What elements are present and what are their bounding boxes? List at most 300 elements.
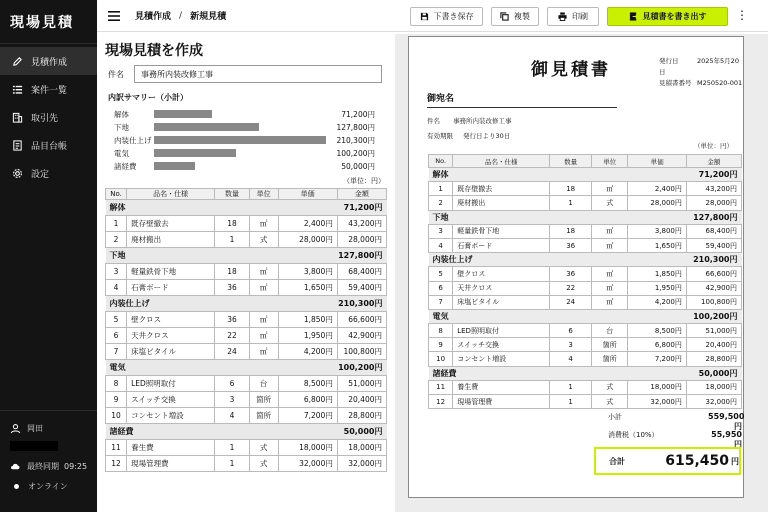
save-draft-button[interactable] — [410, 7, 483, 26]
item-name: 壁クロス — [127, 312, 215, 328]
summary-row — [105, 159, 387, 172]
column-header: 単価 — [278, 189, 337, 200]
item-price: 1,850円 — [278, 312, 337, 328]
summary-bar — [154, 162, 195, 170]
item-amount: 18,000円 — [337, 440, 386, 456]
table-row[interactable] — [106, 328, 387, 344]
item-price: 3,800円 — [628, 224, 686, 238]
column-header: 品名・仕様 — [127, 189, 215, 200]
item-amount: 20,400円 — [686, 338, 741, 352]
table-row — [429, 324, 742, 338]
item-price: 8,500円 — [628, 324, 686, 338]
preview-total-box — [594, 447, 741, 475]
table-row — [429, 338, 742, 352]
sidebar-item-label: 見積作成 — [31, 57, 68, 68]
item-unit: 箇所 — [592, 352, 628, 366]
item-unit: 式 — [592, 380, 628, 394]
item-qty: 4 — [550, 352, 592, 366]
topbar — [97, 0, 768, 32]
item-amount: 42,900円 — [337, 328, 386, 344]
item-unit: ㎡ — [592, 238, 628, 252]
item-no: 5 — [429, 267, 453, 281]
preview-info — [427, 114, 512, 144]
item-name: 既存壁撤去 — [453, 182, 550, 196]
table-row — [429, 238, 742, 252]
more-options-icon[interactable]: ⋮ — [736, 8, 748, 22]
sidebar-item-clients[interactable] — [0, 103, 97, 131]
item-name: 廃材搬出 — [453, 196, 550, 210]
addressee-line: 御宛名 — [427, 91, 617, 108]
item-no: 11 — [429, 380, 453, 394]
item-no: 3 — [106, 264, 127, 280]
item-amount: 68,400円 — [337, 264, 386, 280]
column-header: 単価 — [628, 155, 686, 168]
category-subtotal: 127,800円 — [628, 210, 742, 224]
item-unit: ㎡ — [592, 182, 628, 196]
category-name: 電気 — [106, 360, 279, 376]
category-name: 諸経費 — [429, 366, 628, 380]
item-qty: 36 — [550, 267, 592, 281]
estimate-number: M250520-001 — [697, 79, 743, 87]
item-price: 4,200円 — [628, 295, 686, 309]
preview-title: 御見積書 — [531, 60, 611, 80]
category-subtotal: 71,200円 — [628, 168, 742, 182]
category-row — [106, 360, 387, 376]
item-no: 1 — [429, 182, 453, 196]
item-qty: 18 — [215, 264, 250, 280]
item-price: 1,850円 — [628, 267, 686, 281]
item-price: 1,950円 — [278, 328, 337, 344]
item-name: コンセント増設 — [453, 352, 550, 366]
item-amount: 43,200円 — [337, 216, 386, 232]
category-subtotal: 50,000円 — [628, 366, 742, 380]
sidebar-item-settings[interactable] — [0, 159, 97, 187]
item-name: 廃材搬出 — [127, 232, 215, 248]
item-price: 7,200円 — [278, 408, 337, 424]
item-no: 4 — [429, 238, 453, 252]
item-unit: ㎡ — [592, 267, 628, 281]
column-header: 単位 — [592, 155, 628, 168]
category-subtotal: 71,200円 — [278, 200, 387, 216]
copy-button[interactable] — [491, 7, 539, 26]
item-unit: 式 — [249, 440, 278, 456]
online-dot-icon — [14, 484, 19, 489]
issue-date-label: 発行日 — [659, 57, 679, 65]
item-amount: 100,800円 — [337, 344, 386, 360]
item-name: 石膏ボード — [127, 280, 215, 296]
item-price: 1,650円 — [628, 238, 686, 252]
sidebar-item-label: 取引先 — [31, 113, 59, 124]
category-name: 内装仕上げ — [429, 253, 628, 267]
tax-label: 消費税（10%） — [608, 431, 659, 439]
table-row[interactable] — [106, 312, 387, 328]
export-label: 見積書を書き出す — [642, 12, 707, 21]
item-amount: 43,200円 — [686, 182, 741, 196]
preview-table-box — [428, 154, 742, 409]
sidebar-item-catalog[interactable] — [0, 131, 97, 159]
preview-subject-label: 件名 — [427, 117, 440, 125]
category-row — [429, 168, 742, 182]
item-name: 石膏ボード — [453, 238, 550, 252]
item-unit: ㎡ — [249, 280, 278, 296]
table-row — [429, 224, 742, 238]
summary-amount: 50,000円 — [341, 162, 375, 171]
item-no: 2 — [106, 232, 127, 248]
item-price: 18,000円 — [628, 380, 686, 394]
category-name: 解体 — [429, 168, 628, 182]
category-row — [429, 309, 742, 323]
copy-label: 複製 — [514, 12, 530, 21]
hamburger-menu-icon[interactable] — [108, 11, 120, 21]
sync-time: 09:25 — [64, 462, 88, 471]
list-icon — [12, 84, 23, 95]
subject-row — [105, 65, 387, 83]
item-amount: 66,600円 — [686, 267, 741, 281]
building-icon — [12, 112, 23, 123]
table-row — [429, 395, 742, 409]
summary-amount: 100,200円 — [336, 149, 375, 158]
item-unit: ㎡ — [249, 312, 278, 328]
column-header: 数量 — [215, 189, 250, 200]
item-no: 8 — [429, 324, 453, 338]
export-document-icon — [629, 12, 638, 21]
item-qty: 6 — [215, 376, 250, 392]
tax-value: 55,950円 — [711, 430, 742, 449]
item-qty: 36 — [215, 280, 250, 296]
item-no: 5 — [106, 312, 127, 328]
table-row[interactable] — [106, 232, 387, 248]
item-no: 12 — [106, 456, 127, 472]
item-unit: 箇所 — [249, 392, 278, 408]
item-name: 天井クロス — [453, 281, 550, 295]
item-no: 9 — [429, 338, 453, 352]
item-no: 7 — [429, 295, 453, 309]
subject-label: 件名 — [108, 69, 124, 79]
preview-meta — [659, 56, 743, 89]
item-qty: 1 — [215, 456, 250, 472]
table-row[interactable] — [106, 456, 387, 472]
sidebar-item-label: 設定 — [31, 169, 50, 180]
item-name: 床塩ビタイル — [453, 295, 550, 309]
breadcrumb-current: 新規見積 — [190, 12, 227, 22]
item-name: 養生費 — [453, 380, 550, 394]
item-qty: 4 — [215, 408, 250, 424]
category-subtotal: 210,300円 — [278, 296, 387, 312]
item-price: 2,400円 — [628, 182, 686, 196]
preview-table — [428, 154, 742, 409]
sidebar-item-label: 品目台帳 — [31, 141, 68, 152]
column-header: 金額 — [686, 155, 741, 168]
validity-value: 発行日より30日 — [463, 132, 511, 140]
item-unit: 箇所 — [592, 338, 628, 352]
item-amount: 28,000円 — [337, 232, 386, 248]
item-amount: 28,800円 — [686, 352, 741, 366]
sidebar-item-projects[interactable] — [0, 75, 97, 103]
item-price: 2,400円 — [278, 216, 337, 232]
item-qty: 6 — [550, 324, 592, 338]
category-name: 下地 — [106, 248, 279, 264]
item-amount: 51,000円 — [686, 324, 741, 338]
item-price: 32,000円 — [278, 456, 337, 472]
item-amount: 42,900円 — [686, 281, 741, 295]
item-qty: 24 — [215, 344, 250, 360]
table-row[interactable] — [106, 280, 387, 296]
column-header: 品名・仕様 — [453, 155, 550, 168]
preview-subject: 事務所内装改修工事 — [453, 117, 512, 125]
line-items-table — [105, 188, 387, 472]
summary-row — [105, 146, 387, 159]
issue-date: 2025年5月20日 — [659, 57, 739, 76]
status-label: オンライン — [28, 482, 68, 491]
save-draft-label: 下書き保存 — [433, 12, 474, 21]
sync-label: 最終同期 — [27, 462, 59, 471]
save-icon — [420, 12, 429, 21]
category-row — [429, 253, 742, 267]
preview-unit-note: （単位：円） — [694, 142, 733, 150]
summary-label: 電気 — [114, 149, 129, 158]
table-row[interactable] — [106, 344, 387, 360]
table-row — [429, 267, 742, 281]
category-name: 下地 — [429, 210, 628, 224]
document-icon — [12, 140, 23, 151]
item-amount: 32,000円 — [337, 456, 386, 472]
item-amount: 28,800円 — [337, 408, 386, 424]
item-unit: ㎡ — [249, 344, 278, 360]
category-name: 電気 — [429, 309, 628, 323]
item-name: 軽量鉄骨下地 — [453, 224, 550, 238]
item-qty: 1 — [215, 440, 250, 456]
item-qty: 24 — [550, 295, 592, 309]
item-name: コンセント増設 — [127, 408, 215, 424]
sidebar-footer — [0, 410, 97, 512]
unit-note: （単位：円） — [343, 177, 385, 185]
item-name: 床塩ビタイル — [127, 344, 215, 360]
item-price: 6,800円 — [278, 392, 337, 408]
estimate-number-label: 見積書番号 — [659, 79, 692, 87]
item-no: 2 — [429, 196, 453, 210]
validity-label: 有効期限 — [427, 132, 453, 140]
item-no: 7 — [106, 344, 127, 360]
item-no: 4 — [106, 280, 127, 296]
item-amount: 28,000円 — [686, 196, 741, 210]
category-subtotal: 100,200円 — [628, 309, 742, 323]
print-button[interactable] — [547, 7, 599, 26]
breadcrumb-item[interactable]: 見積作成 — [135, 12, 172, 22]
item-no: 6 — [106, 328, 127, 344]
item-name: 養生費 — [127, 440, 215, 456]
category-name: 諸経費 — [106, 424, 279, 440]
user-name: 岡田 — [27, 424, 43, 433]
item-name: 現場管理費 — [127, 456, 215, 472]
printer-icon — [558, 12, 567, 21]
category-row — [106, 200, 387, 216]
item-qty: 18 — [550, 182, 592, 196]
item-price: 1,650円 — [278, 280, 337, 296]
table-row[interactable] — [106, 440, 387, 456]
total-unit: 円 — [731, 456, 739, 466]
item-qty: 1 — [215, 232, 250, 248]
item-amount: 68,400円 — [686, 224, 741, 238]
item-price: 1,950円 — [628, 281, 686, 295]
table-row — [429, 196, 742, 210]
table-header-row — [106, 189, 387, 200]
connection-status — [10, 481, 97, 492]
summary-amount: 71,200円 — [341, 110, 375, 119]
subject-input[interactable] — [134, 65, 382, 83]
item-qty: 18 — [550, 224, 592, 238]
summary-amount: 127,800円 — [336, 123, 375, 132]
category-row — [106, 424, 387, 440]
summary-label: 諸経費 — [114, 162, 137, 171]
column-header: 金額 — [337, 189, 386, 200]
app-brand: 現場見積 — [0, 0, 97, 44]
item-qty: 22 — [215, 328, 250, 344]
column-header: No. — [429, 155, 453, 168]
item-price: 8,500円 — [278, 376, 337, 392]
table-row — [429, 352, 742, 366]
item-no: 3 — [429, 224, 453, 238]
table-row — [429, 295, 742, 309]
breadcrumb-separator: / — [179, 10, 183, 21]
print-label: 印刷 — [572, 12, 588, 21]
item-qty: 1 — [550, 395, 592, 409]
total-label: 合計 — [609, 456, 625, 466]
user-icon — [10, 423, 21, 434]
subtotal-label: 小計 — [608, 413, 622, 421]
item-name: 壁クロス — [453, 267, 550, 281]
summary-row — [105, 133, 387, 146]
summary-list — [105, 107, 387, 172]
item-unit: 箇所 — [249, 408, 278, 424]
item-price: 18,000円 — [278, 440, 337, 456]
estimate-form — [105, 40, 387, 472]
item-qty: 1 — [550, 380, 592, 394]
category-name: 解体 — [106, 200, 279, 216]
table-row[interactable] — [106, 376, 387, 392]
gear-icon — [12, 168, 23, 179]
table-row[interactable] — [106, 408, 387, 424]
item-name: 現場管理費 — [453, 395, 550, 409]
item-unit: ㎡ — [592, 224, 628, 238]
summary-title: 内訳サマリー（小計） — [108, 93, 188, 102]
preview-tax-row — [608, 430, 742, 449]
item-no: 6 — [429, 281, 453, 295]
item-amount: 100,800円 — [686, 295, 741, 309]
item-unit: ㎡ — [249, 216, 278, 232]
item-amount: 59,400円 — [686, 238, 741, 252]
table-row[interactable] — [106, 392, 387, 408]
category-row — [429, 366, 742, 380]
export-estimate-button[interactable] — [607, 7, 728, 26]
item-amount: 66,600円 — [337, 312, 386, 328]
category-subtotal: 50,000円 — [278, 424, 387, 440]
summary-label: 内装仕上げ — [114, 136, 152, 145]
item-unit: 台 — [592, 324, 628, 338]
category-subtotal: 100,200円 — [278, 360, 387, 376]
table-row[interactable] — [106, 216, 387, 232]
item-name: LED照明取付 — [127, 376, 215, 392]
item-qty: 1 — [550, 196, 592, 210]
preview-area — [395, 34, 768, 512]
item-unit: ㎡ — [592, 281, 628, 295]
cloud-sync-icon — [10, 461, 21, 472]
category-row — [429, 210, 742, 224]
copy-icon — [500, 12, 509, 21]
summary-bar — [154, 136, 326, 144]
item-qty: 36 — [215, 312, 250, 328]
item-amount: 20,400円 — [337, 392, 386, 408]
item-price: 28,000円 — [628, 196, 686, 210]
item-name: 既存壁撤去 — [127, 216, 215, 232]
summary-bar — [154, 123, 259, 131]
item-price: 28,000円 — [278, 232, 337, 248]
item-price: 4,200円 — [278, 344, 337, 360]
summary-bar — [154, 110, 212, 118]
item-name: スイッチ交換 — [127, 392, 215, 408]
item-name: 天井クロス — [127, 328, 215, 344]
item-amount: 51,000円 — [337, 376, 386, 392]
item-qty: 3 — [215, 392, 250, 408]
column-header: 数量 — [550, 155, 592, 168]
preview-header-row — [429, 155, 742, 168]
item-price: 6,800円 — [628, 338, 686, 352]
sync-status — [10, 461, 97, 472]
subtotal-value: 559,500円 — [708, 412, 745, 431]
item-name: スイッチ交換 — [453, 338, 550, 352]
summary-bar — [154, 149, 236, 157]
item-no: 8 — [106, 376, 127, 392]
item-qty: 3 — [550, 338, 592, 352]
sidebar-item-estimate[interactable] — [0, 47, 97, 75]
item-no: 12 — [429, 395, 453, 409]
category-row — [106, 296, 387, 312]
table-row[interactable] — [106, 264, 387, 280]
user-info[interactable] — [10, 423, 97, 434]
sidebar-item-label: 案件一覧 — [31, 85, 68, 96]
preview-subtotal-row — [608, 412, 745, 431]
total-value: 615,450 — [665, 453, 729, 469]
table-row — [429, 281, 742, 295]
item-no: 10 — [106, 408, 127, 424]
item-unit: 式 — [249, 456, 278, 472]
summary-label: 下地 — [114, 123, 129, 132]
item-no: 11 — [106, 440, 127, 456]
item-amount: 59,400円 — [337, 280, 386, 296]
item-unit: ㎡ — [592, 295, 628, 309]
table-row — [429, 380, 742, 394]
item-price: 7,200円 — [628, 352, 686, 366]
item-unit: 式 — [592, 196, 628, 210]
item-unit: 台 — [249, 376, 278, 392]
item-amount: 18,000円 — [686, 380, 741, 394]
summary-row — [105, 107, 387, 120]
category-subtotal: 210,300円 — [628, 253, 742, 267]
category-name: 内装仕上げ — [106, 296, 279, 312]
column-header: 単位 — [249, 189, 278, 200]
item-no: 9 — [106, 392, 127, 408]
category-row — [106, 248, 387, 264]
item-name: LED照明取付 — [453, 324, 550, 338]
category-subtotal: 127,800円 — [278, 248, 387, 264]
summary-label: 解体 — [114, 110, 129, 119]
summary-row — [105, 120, 387, 133]
item-unit: ㎡ — [249, 328, 278, 344]
user-redacted-bar — [10, 441, 58, 451]
column-header: No. — [106, 189, 127, 200]
item-price: 3,800円 — [278, 264, 337, 280]
item-qty: 22 — [550, 281, 592, 295]
item-unit: ㎡ — [249, 264, 278, 280]
